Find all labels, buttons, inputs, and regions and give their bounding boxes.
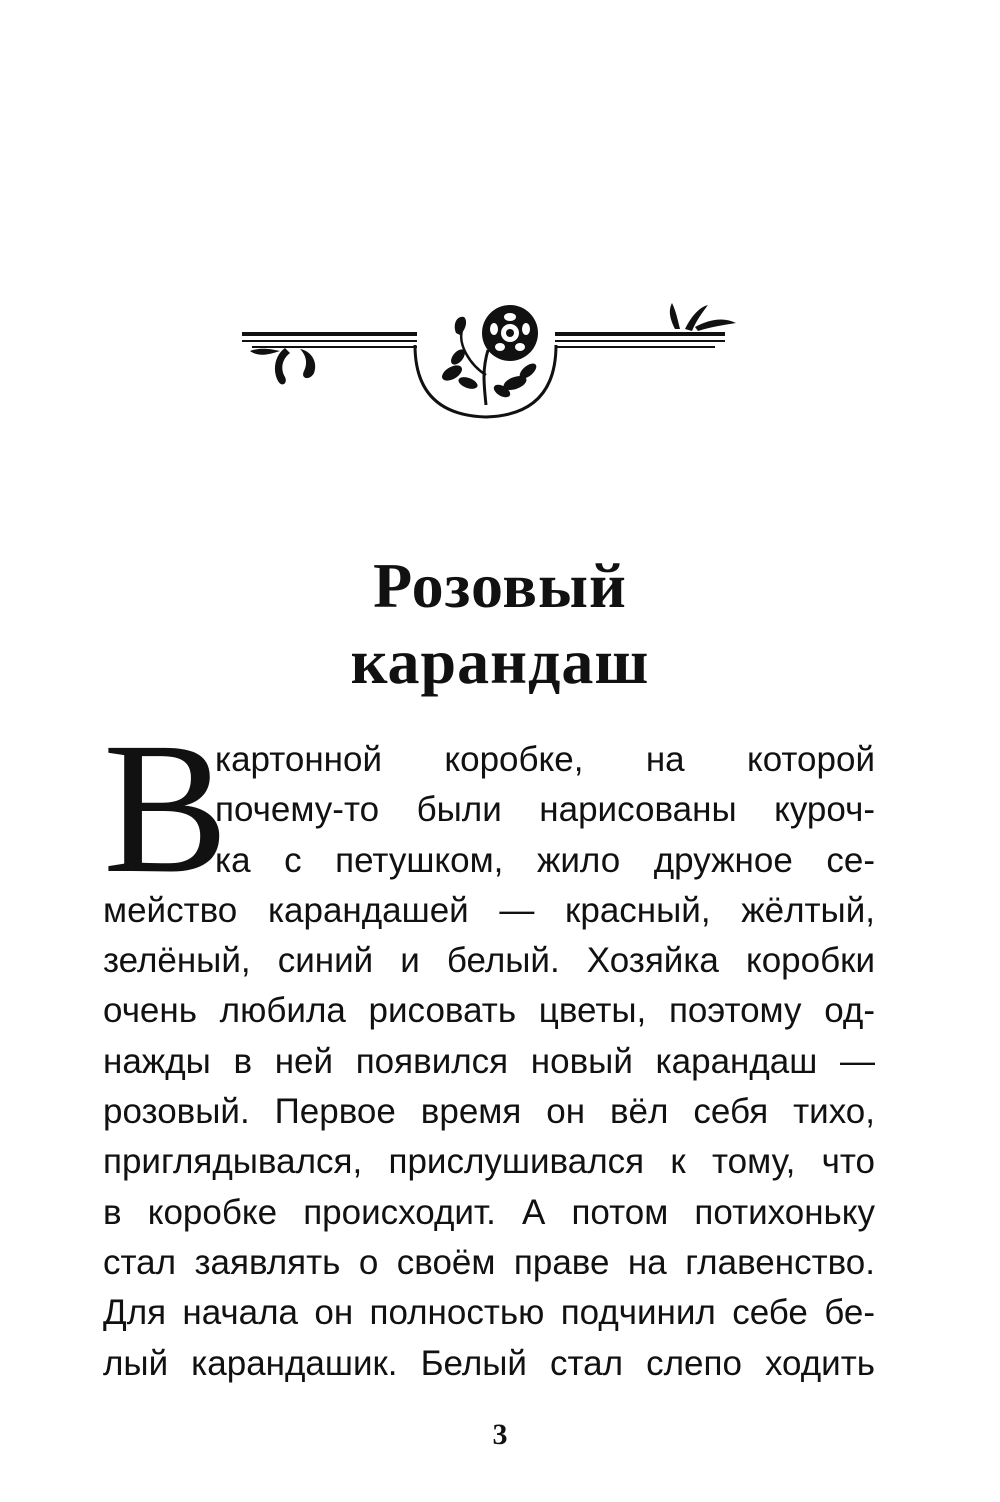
body-line: картонной коробке, на которой xyxy=(215,740,875,779)
body-line: розовый. Первое время он вёл себя тихо, xyxy=(103,1092,875,1132)
body-line: зелёный, синий и белый. Хозяйка коробки xyxy=(103,941,875,981)
body-line: мейство карандашей — красный, жёлтый, xyxy=(103,890,875,930)
flourish-rose-icon xyxy=(230,285,750,425)
body-line: лый карандашик. Белый стал слепо ходить xyxy=(103,1343,875,1383)
body-line: стал заявлять о своём праве на главенство. xyxy=(103,1242,875,1282)
chapter-title-line-1: Розовый xyxy=(373,550,627,621)
chapter-title xyxy=(0,548,1000,700)
body-line: почему-то были нарисованы куроч- xyxy=(215,790,875,830)
body-line: нажды в ней появился новый карандаш — xyxy=(103,1041,875,1081)
chapter-title-line-2: карандаш xyxy=(350,626,650,697)
drop-cap: В xyxy=(103,703,229,912)
body-line: в коробке происходит. А потом потихоньку xyxy=(103,1192,875,1232)
body-line: Для начала он полностью подчинил себе бе- xyxy=(103,1293,875,1333)
body-text xyxy=(103,703,875,1389)
body-line: приглядывался, прислушивался к тому, что xyxy=(103,1142,875,1182)
page-number: 3 xyxy=(492,1418,508,1451)
body-line: очень любила рисовать цветы, поэтому од- xyxy=(103,991,875,1031)
body-line: ка с петушком, жило дружное се- xyxy=(215,840,875,880)
